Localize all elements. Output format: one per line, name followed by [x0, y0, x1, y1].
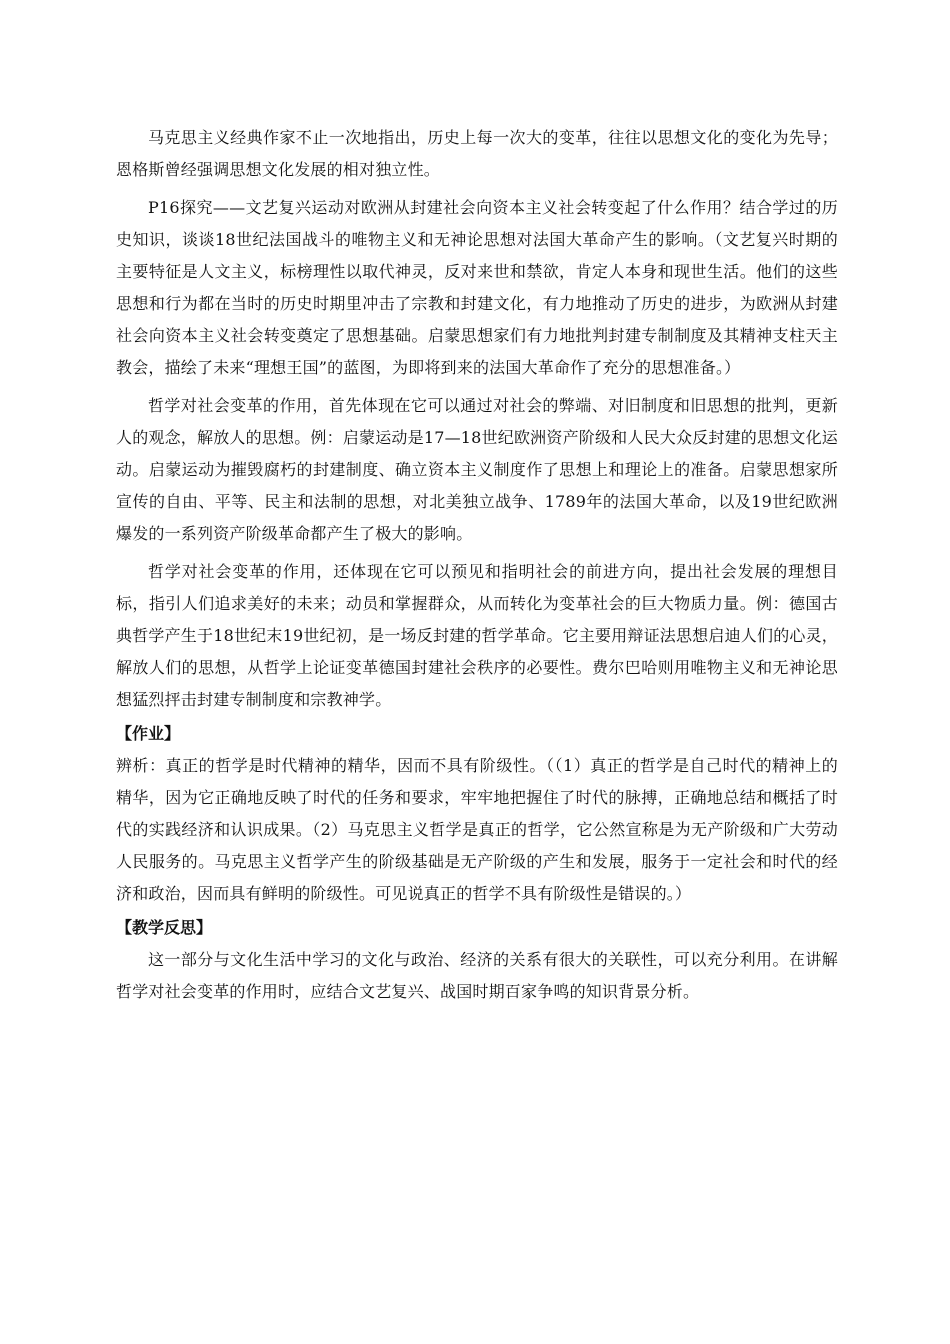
- paragraph-philosophy-critique: 哲学对社会变革的作用，首先体现在它可以通过对社会的弊端、对旧制度和旧思想的批判，更新人的观念，解放人的思想。例：启蒙运动是17—18世纪欧洲资产阶级和人民大众反封建的思想文化运动。启蒙运动为摧毁腐朽的封建制度、确立资本主义制度作了思想上和理论上的准备。启蒙思想家所宣传的自由、平等、民主和法制的思想，对北美独立战争、1789年的法国大革命，以及19世纪欧洲爆发的一系列资产阶级革命都产生了极大的影响。: [116, 396, 838, 543]
- reflection-text: 这一部分与文化生活中学习的文化与政治、经济的关系有很大的关联性，可以充分利用。在讲解哲学对社会变革的作用时，应结合文艺复兴、战国时期百家争鸣的知识背景分析。: [116, 950, 838, 1001]
- paragraph-p16-inquiry: P16探究——文艺复兴运动对欧洲从封建社会向资本主义社会转变起了什么作用？结合学过的历史知识，谈谈18世纪法国战斗的唯物主义和无神论思想对法国大革命产生的影响。（文艺复兴时期的主要特征是人文主义，标榜理性以取代神灵，反对来世和禁欲，肯定人本身和现世生活。他们的这些思想和行为都在当时的历史时期里冲击了宗教和封建文化，有力地推动了历史的进步，为欧洲从封建社会向资本主义社会转变奠定了思想基础。启蒙思想家们有力地批判封建专制制度及其精神支柱天主教会，描绘了未来“理想王国”的蓝图，为即将到来的法国大革命作了充分的思想准备。）: [116, 198, 838, 377]
- paragraph-philosophy-foresight: 哲学对社会变革的作用，还体现在它可以预见和指明社会的前进方向，提出社会发展的理想目标，指引人们追求美好的未来；动员和掌握群众，从而转化为变革社会的巨大物质力量。例：德国古典哲学产生于18世纪末19世纪初，是一场反封建的哲学革命。它主要用辩证法思想启迪人们的心灵，解放人们的思想，从哲学上论证变革德国封建社会秩序的必要性。费尔巴哈则用唯物主义和无神论思想猛烈抨击封建专制制度和宗教神学。: [116, 562, 838, 709]
- homework-heading: 【作业】: [116, 724, 181, 743]
- homework-text: 辨析：真正的哲学是时代精神的精华，因而不具有阶级性。（（1）真正的哲学是自己时代的精神上的精华，因为它正确地反映了时代的任务和要求，牢牢地把握住了时代的脉搏，正确地总结和概括了时代的实践经济和认识成果。（2）马克思主义哲学是真正的哲学，它公然宣称是为无产阶级和广大劳动人民服务的。马克思主义哲学产生的阶级基础是无产阶级的产生和发展，服务于一定社会和时代的经济和政治，因而具有鲜明的阶级性。可见说真正的哲学不具有阶级性是错误的。）: [116, 756, 838, 903]
- reflection-heading: 【教学反思】: [116, 918, 213, 937]
- paragraph-marxist-classics: 马克思主义经典作家不止一次地指出，历史上每一次大的变革，往往以思想文化的变化为先导；恩格斯曾经强调思想文化发展的相对独立性。: [116, 128, 838, 179]
- document-page: [116, 122, 838, 1008]
